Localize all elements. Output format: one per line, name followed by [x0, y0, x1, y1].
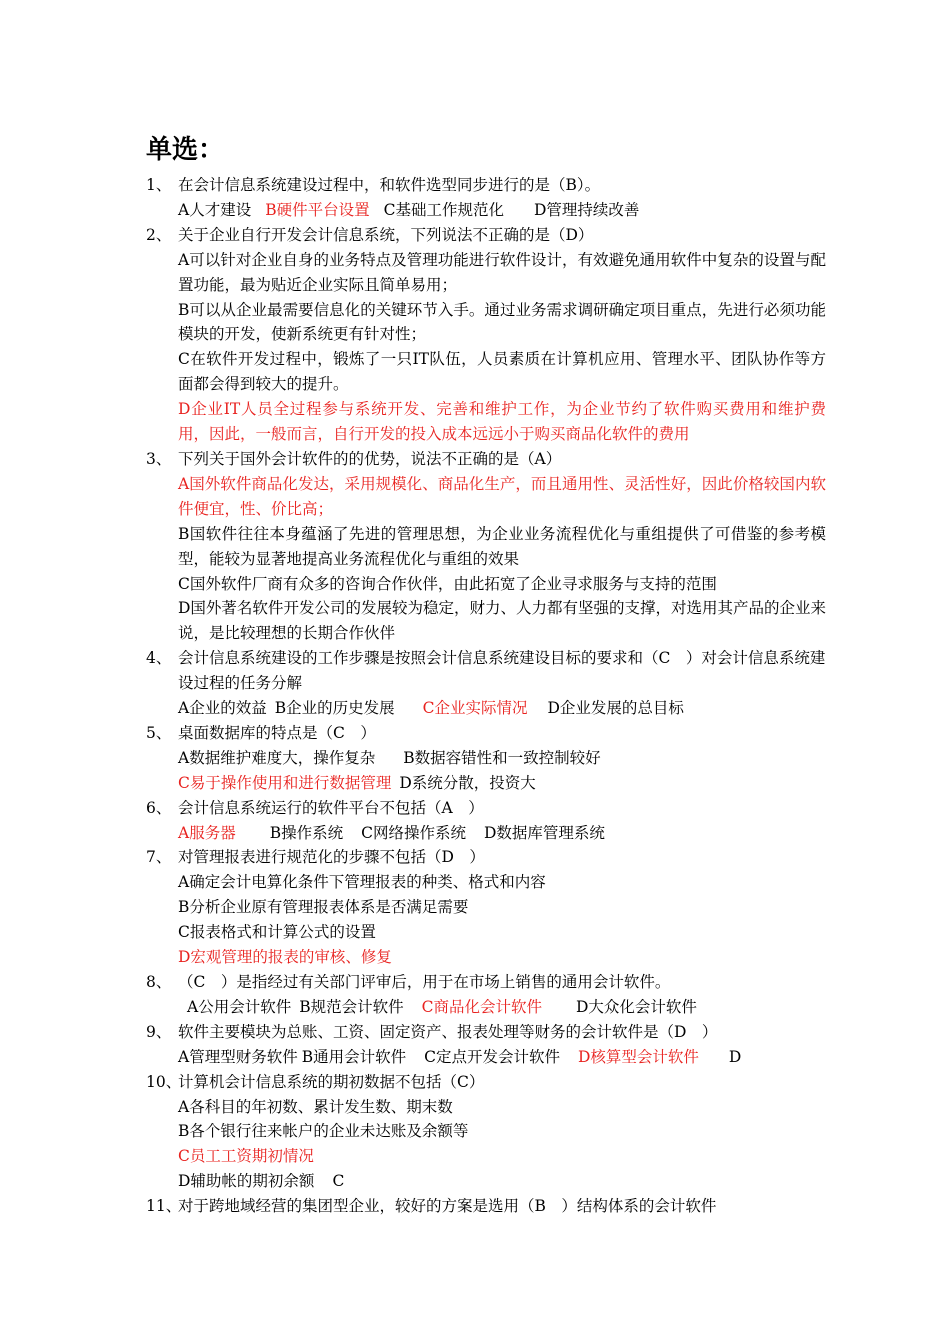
question-9-options — [146, 1045, 826, 1070]
answer-note: C — [332, 1172, 345, 1191]
option-b: B分析企业原有管理报表体系是否满足需要 — [178, 898, 469, 917]
answer-note: D — [728, 1047, 742, 1066]
option-d: D系统分散，投资大 — [399, 773, 536, 792]
question-5 — [146, 721, 826, 746]
option-c-answer: C企业实际情况 — [422, 699, 528, 718]
question-4-options — [146, 696, 826, 721]
question-4 — [146, 646, 826, 696]
question-text: 关于企业自行开发会计信息系统，下列说法不正确的是（D） — [178, 225, 594, 244]
question-number: 6、 — [146, 798, 172, 817]
option-d: D大众化会计软件 — [575, 997, 697, 1016]
question-text: 会计信息系统运行的软件平台不包括（A ） — [178, 798, 484, 817]
option-a: A人才建设 — [178, 200, 252, 219]
question-10-option-d-row — [146, 1169, 826, 1194]
option-c: C在软件开发过程中，锻炼了一只IT队伍，人员素质在计算机应用、管理水平、团队协作等方面都会得到较大的提升。 — [178, 350, 826, 394]
question-text: 下列关于国外会计软件的的优势，说法不正确的是（A） — [178, 449, 562, 468]
question-number: 8、 — [146, 973, 172, 991]
question-number: 3、 — [146, 449, 172, 468]
question-8-options — [146, 995, 826, 1020]
option-a-answer: A服务器 — [178, 823, 236, 842]
question-1 — [146, 173, 826, 198]
option-d: D辅助帐的期初余额 — [178, 1172, 315, 1191]
question-text: 计算机会计信息系统的期初数据不包括（C） — [178, 1072, 485, 1091]
question-number: 10、 — [146, 1072, 182, 1091]
question-number: 1、 — [146, 176, 172, 194]
option-c-answer: C员工工资期初情况 — [178, 1147, 314, 1166]
option-c: C网络操作系统 — [361, 823, 466, 842]
option-d: D企业发展的总目标 — [547, 699, 684, 718]
option-d-answer: D宏观管理的报表的审核、修复 — [178, 948, 392, 967]
question-list — [146, 173, 826, 1219]
option-a: A公用会计软件 — [187, 997, 292, 1016]
option-b: B通用会计软件 — [301, 1047, 407, 1066]
option-d: D国外著名软件开发公司的发展较为稳定，财力、人力都有坚强的支撑，对选用其产品的企业来说，是比较理想的长期合作伙伴 — [178, 599, 826, 643]
question-text: 在会计信息系统建设过程中，和软件选型同步进行的是（B）。 — [178, 176, 601, 194]
option-a: A管理型财务软件 — [178, 1047, 298, 1066]
question-number: 11、 — [146, 1197, 182, 1216]
option-b: B规范会计软件 — [299, 997, 404, 1016]
option-a-answer: A国外软件商品化发达，采用规模化、商品化生产，而且通用性、灵活性好，因此价格较国内软件便宜，性、价比高； — [178, 474, 826, 518]
question-11 — [146, 1194, 826, 1219]
question-7 — [146, 845, 826, 870]
question-text: （C ）是指经过有关部门评审后，用于在市场上销售的通用会计软件。 — [178, 973, 671, 991]
option-c: C国外软件厂商有众多的咨询合作伙伴，由此拓宽了企业寻求服务与支持的范围 — [178, 574, 717, 593]
question-text: 会计信息系统建设的工作步骤是按照会计信息系统建设目标的要求和（C ）对会计信息系统建设过程的任务分解 — [178, 649, 826, 693]
question-number: 4、 — [146, 649, 172, 668]
question-5-options-row2 — [146, 771, 826, 796]
question-2 — [146, 223, 826, 248]
section-heading: 单选： — [146, 135, 225, 165]
option-d-answer: D核算型会计软件 — [577, 1047, 699, 1066]
option-b: B各个银行往来帐户的企业未达账及余额等 — [178, 1122, 469, 1141]
option-b-answer: B硬件平台设置 — [265, 200, 370, 219]
question-number: 2、 — [146, 225, 172, 244]
option-c: C报表格式和计算公式的设置 — [178, 923, 376, 942]
question-6-options — [146, 821, 826, 846]
question-1-options — [146, 198, 826, 223]
question-text: 对于跨地域经营的集团型企业，较好的方案是选用（B ）结构体系的会计软件 — [178, 1197, 717, 1216]
option-c-answer: C商品化会计软件 — [421, 997, 542, 1016]
question-text: 对管理报表进行规范化的步骤不包括（D ） — [178, 848, 485, 867]
option-c: C基础工作规范化 — [383, 200, 504, 219]
question-8 — [146, 970, 826, 995]
question-9 — [146, 1020, 826, 1045]
question-3 — [146, 447, 826, 472]
option-a: A可以针对企业自身的业务特点及管理功能进行软件设计，有效避免通用软件中复杂的设置与配置功能，最为贴近企业实际且简单易用； — [178, 250, 826, 294]
question-6 — [146, 796, 826, 821]
question-number: 7、 — [146, 848, 172, 867]
option-a: A企业的效益 — [178, 699, 267, 718]
option-b: B数据容错性和一致控制较好 — [403, 748, 601, 767]
option-a: A各科目的年初数、累计发生数、期末数 — [178, 1097, 453, 1116]
option-a: A数据维护难度大，操作复杂 — [178, 748, 376, 767]
question-5-options-row1 — [146, 746, 826, 771]
option-d: D数据库管理系统 — [483, 823, 605, 842]
option-d-answer: D企业IT人员全过程参与系统开发、完善和维护工作，为企业节约了软件购买费用和维护费用，因此，一般而言，自行开发的投入成本远远小于购买商品化软件的费用 — [178, 400, 826, 444]
question-text: 桌面数据库的特点是（C ） — [178, 723, 376, 742]
option-c-answer: C易于操作使用和进行数据管理 — [178, 773, 392, 792]
option-b: B可以从企业最需要信息化的关键环节入手。通过业务需求调研确定项目重点，先进行必须功能模块的开发，使新系统更有针对性； — [178, 300, 826, 344]
question-text: 软件主要模块为总账、工资、固定资产、报表处理等财务的会计软件是（D ） — [178, 1022, 718, 1041]
question-number: 9、 — [146, 1022, 172, 1041]
option-b: B企业的历史发展 — [274, 699, 395, 718]
option-c: C定点开发会计软件 — [424, 1047, 560, 1066]
option-b: B国软件往往本身蕴涵了先进的管理思想，为企业业务流程优化与重组提供了可借鉴的参考模型，能较为显著地提高业务流程优化与重组的效果 — [178, 524, 826, 568]
question-number: 5、 — [146, 723, 172, 742]
option-d: D管理持续改善 — [533, 200, 640, 219]
question-10 — [146, 1070, 826, 1095]
option-a: A确定会计电算化条件下管理报表的种类、格式和内容 — [178, 873, 546, 892]
option-b: B操作系统 — [269, 823, 344, 842]
